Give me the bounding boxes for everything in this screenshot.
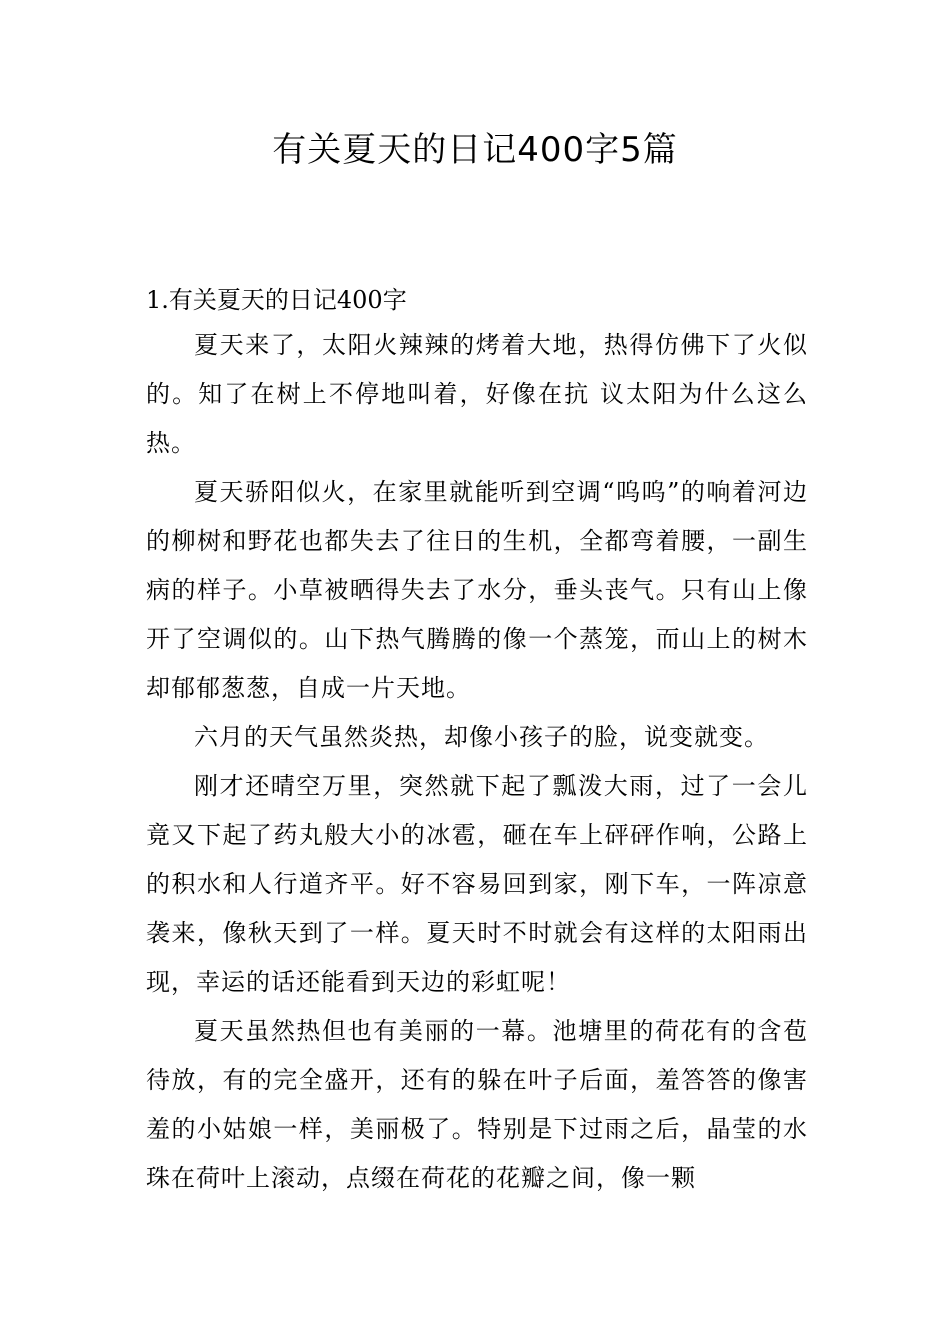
paragraph: 六月的天气虽然炎热，却像小孩子的脸，说变就变。 xyxy=(194,723,769,751)
section-heading: 1.有关夏天的日记400字 xyxy=(146,286,407,314)
paragraph: 刚才还晴空万里，突然就下起了瓢泼大雨，过了一会儿竟又下起了药丸般大小的冰雹，砸在车上砰砰作响，公路上的积水和人行道齐平。好不容易回到家，刚下车，一阵凉意袭来，像秋天到了一样。夏天时不时就会有这样的太阳雨出现，幸运的话还能看到天边的彩虹呢！ xyxy=(146,772,808,996)
paragraph: 夏天虽然热但也有美丽的一幕。池塘里的荷花有的含苞待放，有的完全盛开，还有的躲在叶子后面，羞答答的像害羞的小姑娘一样，美丽极了。特别是下过雨之后，晶莹的水珠在荷叶上滚动，点缀在荷花的花瓣之间，像一颗 xyxy=(146,1017,808,1192)
document-body xyxy=(146,279,808,1203)
document-title: 有关夏天的日记400字5篇 xyxy=(272,130,678,170)
paragraph: 夏天骄阳似火，在家里就能听到空调“呜呜”的响着河边的柳树和野花也都失去了往日的生机，全都弯着腰，一副生病的样子。小草被晒得失去了水分，垂头丧气。只有山上像开了空调似的。山下热气腾腾的像一个蒸笼，而山上的树木却郁郁葱葱，自成一片天地。 xyxy=(146,478,808,702)
paragraph: 夏天来了，太阳火辣辣的烤着大地，热得仿佛下了火似的。知了在树上不停地叫着，好像在抗 议太阳为什么这么热。 xyxy=(146,331,808,457)
